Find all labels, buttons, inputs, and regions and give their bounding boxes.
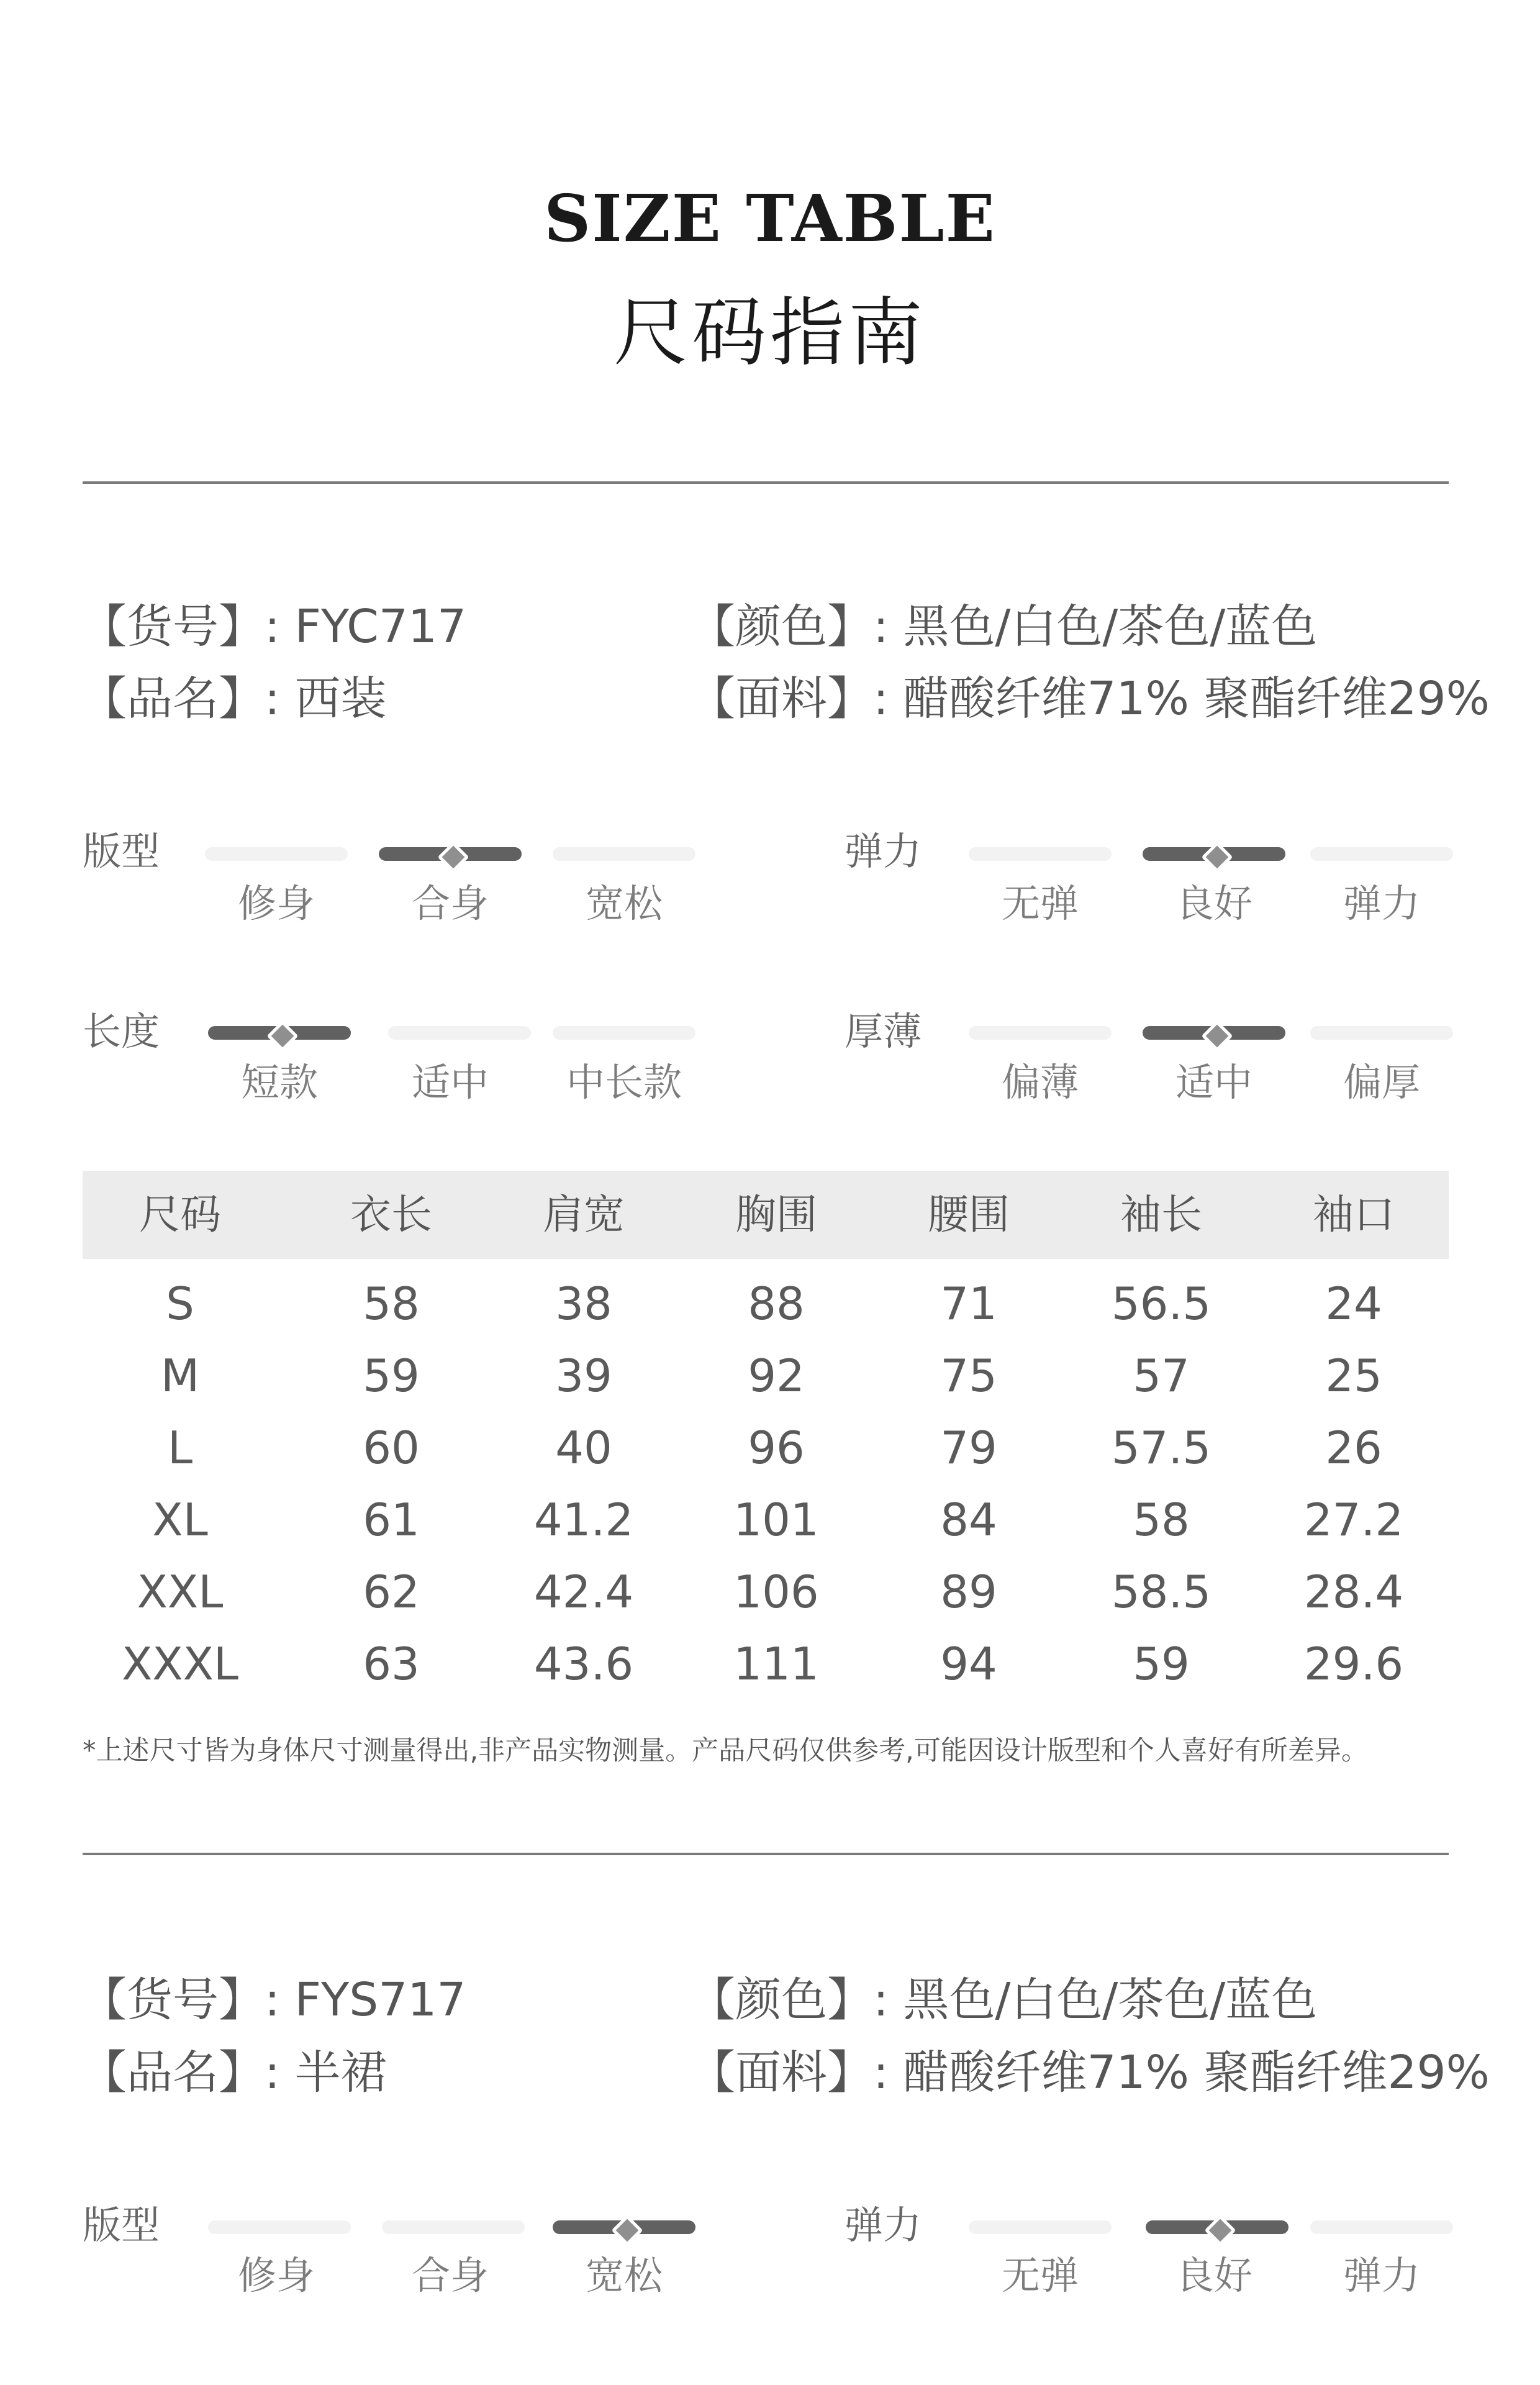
cell-sleeve-length: 56.5 [1111,1278,1212,1330]
p2-stretch-bar-good-selected [1146,2220,1289,2234]
col-header-cuff: 袖口 [1313,1191,1395,1238]
cell-waist: 84 [940,1494,997,1546]
cell-sleeve-length: 57.5 [1111,1422,1212,1474]
cell-cuff: 27.2 [1303,1494,1404,1546]
cell-size: M [160,1350,200,1402]
product2-color: 【颜色】: 黑色/白色/茶色/蓝色 [689,1973,1318,2027]
cell-cuff: 24 [1325,1278,1382,1330]
stretch-option-high: 弹力 [1343,881,1420,926]
cell-chest: 101 [733,1494,819,1546]
p2-attr-fit-label: 版型 [83,2202,160,2248]
p2-fit-bar-slim [208,2220,351,2234]
fit-bar-regular-selected [379,847,522,861]
title-chinese: 尺码指南 [614,290,926,376]
p2-fit-bar-regular [382,2220,525,2234]
cell-chest: 96 [748,1422,805,1474]
attr-stretch-label: 弹力 [845,829,922,874]
col-header-chest: 胸围 [735,1191,817,1238]
length-option-medium: 适中 [411,1060,489,1105]
cell-chest: 111 [733,1638,819,1690]
title-english: SIZE TABLE [544,180,996,257]
p2-fit-bar-loose-selected [553,2220,695,2234]
cell-shoulder: 42.4 [533,1566,634,1618]
cell-size: L [167,1422,193,1474]
fit-option-loose: 宽松 [585,881,663,926]
product2-fabric: 【面料】: 醋酸纤维71% 聚酯纤维29% [689,2046,1490,2099]
length-option-midlong: 中长款 [566,1060,682,1105]
cell-length: 63 [363,1638,420,1690]
thickness-option-medium: 适中 [1175,1060,1252,1105]
cell-cuff: 28.4 [1303,1566,1404,1618]
cell-waist: 79 [940,1422,997,1474]
thickness-bar-medium-selected [1143,1026,1285,1040]
cell-cuff: 29.6 [1303,1638,1404,1690]
cell-length: 62 [363,1566,420,1618]
selected-marker-icon [1205,2215,1236,2246]
size-table-footnote: *上述尺寸皆为身体尺寸测量得出,非产品实物测量。产品尺码仅供参考,可能因设计版型和个人喜好有所差异。 [83,1735,1368,1766]
attr-thickness-label: 厚薄 [845,1009,922,1054]
cell-waist: 75 [940,1350,997,1402]
stretch-option-good: 良好 [1175,881,1252,926]
cell-length: 59 [363,1350,420,1402]
cell-sleeve-length: 58 [1133,1494,1190,1546]
length-bar-short-selected [208,1026,351,1040]
thickness-option-thick: 偏厚 [1343,1060,1420,1105]
fit-bar-loose [553,847,695,861]
thickness-option-thin: 偏薄 [1001,1060,1079,1105]
divider-top [83,481,1449,484]
cell-cuff: 26 [1325,1422,1382,1474]
cell-size: XXL [137,1566,224,1618]
length-bar-medium [388,1026,531,1040]
fit-bar-slim [205,847,348,861]
divider-bottom [83,1853,1449,1855]
stretch-bar-high [1310,847,1453,861]
stretch-option-none: 无弹 [1001,881,1079,926]
p2-stretch-bar-high [1310,2220,1453,2234]
cell-waist: 89 [940,1566,997,1618]
col-header-sleeve-length: 袖长 [1120,1191,1202,1238]
attr-length-label: 长度 [83,1009,160,1054]
product2-item-no: 【货号】: FYS717 [81,1973,466,2027]
thickness-bar-thin [969,1026,1112,1040]
selected-marker-icon [438,842,469,873]
cell-waist: 94 [940,1638,997,1690]
cell-sleeve-length: 58.5 [1111,1566,1212,1618]
product1-name: 【品名】: 西装 [81,672,387,725]
selected-marker-icon [612,2215,643,2246]
cell-sleeve-length: 59 [1133,1638,1190,1690]
product1-fabric: 【面料】: 醋酸纤维71% 聚酯纤维29% [689,672,1490,725]
p2-stretch-option-good: 良好 [1175,2253,1252,2298]
cell-shoulder: 40 [555,1422,612,1474]
selected-marker-icon [267,1020,299,1052]
stretch-bar-none [969,847,1112,861]
p2-fit-option-loose: 宽松 [585,2253,663,2298]
cell-sleeve-length: 57 [1133,1350,1190,1402]
cell-shoulder: 38 [555,1278,612,1330]
cell-shoulder: 41.2 [533,1494,634,1546]
col-header-waist: 腰围 [928,1191,1010,1238]
col-header-length: 衣长 [350,1191,432,1238]
cell-chest: 92 [748,1350,805,1402]
cell-waist: 71 [940,1278,997,1330]
p2-stretch-option-none: 无弹 [1001,2253,1079,2298]
col-header-size: 尺码 [139,1191,221,1238]
length-bar-midlong [553,1026,695,1040]
selected-marker-icon [1202,842,1233,873]
p2-stretch-option-high: 弹力 [1343,2253,1420,2298]
length-option-short: 短款 [240,1060,318,1105]
col-header-shoulder: 肩宽 [543,1191,625,1238]
fit-option-slim: 修身 [237,881,315,926]
p2-attr-stretch-label: 弹力 [845,2202,922,2248]
cell-shoulder: 39 [555,1350,612,1402]
cell-cuff: 25 [1325,1350,1382,1402]
product1-item-no: 【货号】: FYC717 [81,600,467,653]
cell-size: S [166,1278,194,1330]
stretch-bar-good-selected [1143,847,1285,861]
attr-fit-label: 版型 [83,829,160,874]
cell-size: XXXL [121,1638,239,1690]
selected-marker-icon [1202,1020,1233,1052]
cell-length: 60 [363,1422,420,1474]
fit-option-regular: 合身 [411,881,489,926]
p2-fit-option-regular: 合身 [411,2253,489,2298]
cell-chest: 106 [733,1566,819,1618]
product1-color: 【颜色】: 黑色/白色/茶色/蓝色 [689,600,1318,653]
p2-stretch-bar-none [969,2220,1112,2234]
cell-size: XL [152,1494,208,1546]
p2-fit-option-slim: 修身 [237,2253,315,2298]
cell-length: 61 [363,1494,420,1546]
cell-length: 58 [363,1278,420,1330]
cell-shoulder: 43.6 [533,1638,634,1690]
cell-chest: 88 [748,1278,805,1330]
thickness-bar-thick [1310,1026,1453,1040]
product2-name: 【品名】: 半裙 [81,2046,387,2099]
